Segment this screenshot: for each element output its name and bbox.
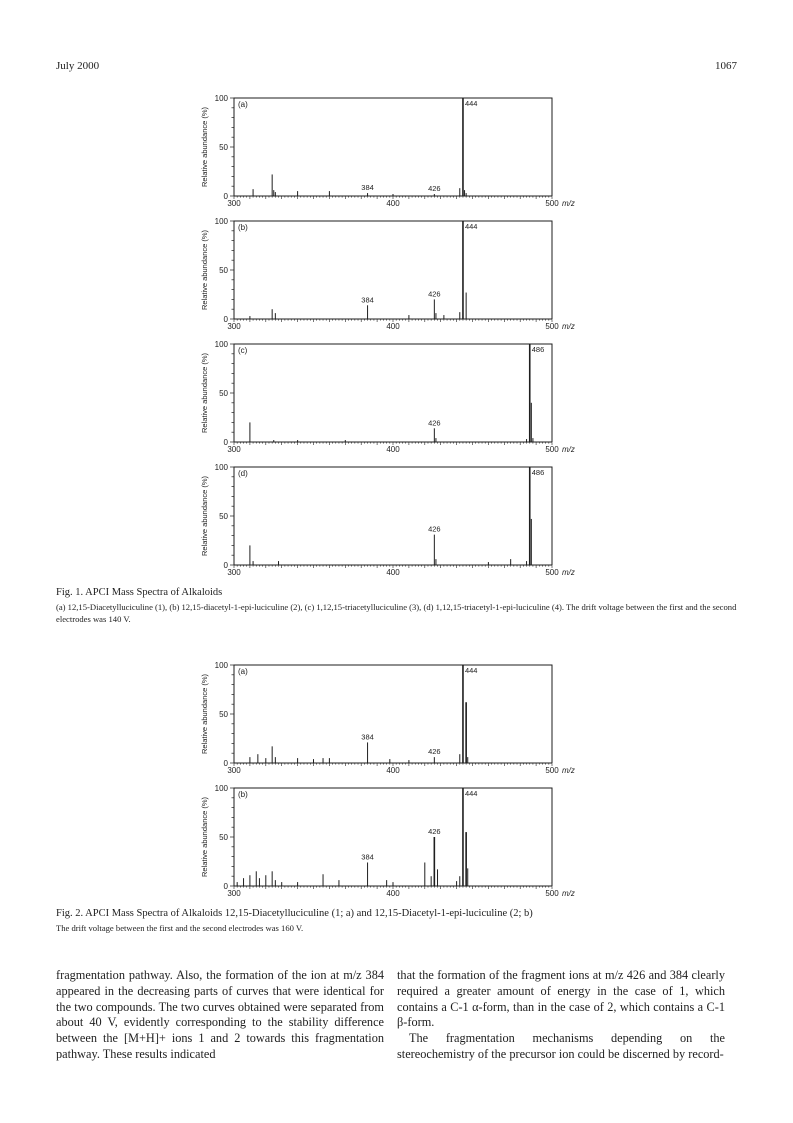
peak-label: 384 <box>361 183 374 193</box>
peak-label: 426 <box>428 827 441 836</box>
x-tick-label: 500 <box>545 322 559 331</box>
peak-label: 486 <box>531 468 545 477</box>
peak-label: 444 <box>464 222 478 231</box>
body-text-right-column <box>397 968 725 1063</box>
x-tick-label: 300 <box>227 766 241 775</box>
peak-label: 384 <box>361 852 374 862</box>
figure1-caption <box>56 586 738 625</box>
x-tick-label: 400 <box>386 199 400 208</box>
x-axis-label: m/z <box>562 445 575 454</box>
x-axis-label: m/z <box>562 322 575 331</box>
peak-label: 426 <box>428 184 441 194</box>
x-tick-label: 500 <box>545 568 559 577</box>
plot-frame <box>234 467 552 565</box>
figure1-caption-body: (a) 12,15-Diacetylluciculine (1), (b) 12,15-diacetyl-1-epi-luciculine (2), (c) 1,12,15-triacetylluciculine (3), (d) 1,12,15-triacetyl-1-epi-luciculine (4). The drift voltage between the first and the second electrodes was 140 V. <box>56 602 737 624</box>
panel-label: (d) <box>238 469 248 478</box>
x-tick-label: 400 <box>386 889 400 898</box>
y-tick-label: 50 <box>219 143 228 152</box>
y-tick-label: 100 <box>214 217 228 226</box>
fig2-panel-a <box>196 657 596 777</box>
panel-label: (b) <box>238 223 248 232</box>
figure2-caption <box>56 907 738 935</box>
x-tick-label: 300 <box>227 445 241 454</box>
x-axis-label: m/z <box>562 766 575 775</box>
y-tick-label: 100 <box>214 94 228 103</box>
y-tick-label: 100 <box>214 784 228 793</box>
y-axis-label: Relative abundance (%) <box>200 673 209 755</box>
y-tick-label: 100 <box>214 340 228 349</box>
peak-label: 444 <box>464 99 478 108</box>
x-tick-label: 300 <box>227 889 241 898</box>
y-tick-label: 50 <box>219 833 228 842</box>
peak-label: 426 <box>428 418 441 428</box>
x-tick-label: 300 <box>227 322 241 331</box>
x-tick-label: 500 <box>545 889 559 898</box>
x-tick-label: 400 <box>386 322 400 331</box>
x-tick-label: 300 <box>227 199 241 208</box>
fig1-panel-a <box>196 90 596 210</box>
y-axis-label: Relative abundance (%) <box>200 475 209 557</box>
body-paragraph: that the formation of the fragment ions at m/z 426 and 384 clearly required a greater amount of energy in the case of 1, which contains a C-1 α-form, than in the case of 2, which contains a C-1 β-form. <box>397 968 725 1030</box>
fig2-panel-b <box>196 780 596 900</box>
peak-label: 426 <box>428 747 441 757</box>
x-tick-label: 500 <box>545 199 559 208</box>
x-tick-label: 500 <box>545 766 559 775</box>
x-tick-label: 300 <box>227 568 241 577</box>
fig1-panel-d <box>196 459 596 579</box>
plot-frame <box>234 665 552 763</box>
y-tick-label: 0 <box>223 561 228 570</box>
y-tick-label: 0 <box>223 759 228 768</box>
plot-frame <box>234 344 552 442</box>
body-paragraph: The fragmentation mechanisms depending on the stereochemistry of the precursor ion could be discerned by record- <box>397 1031 725 1061</box>
y-tick-label: 0 <box>223 882 228 891</box>
y-tick-label: 100 <box>214 661 228 670</box>
fig1-panel-c <box>196 336 596 456</box>
page-number: 1067 <box>715 60 737 72</box>
x-tick-label: 400 <box>386 766 400 775</box>
y-axis-label: Relative abundance (%) <box>200 229 209 311</box>
mass-spectrum-svg <box>196 657 596 777</box>
panel-label: (a) <box>238 667 248 676</box>
peak-label: 384 <box>361 732 374 742</box>
mass-spectrum-svg <box>196 90 596 210</box>
y-axis-label: Relative abundance (%) <box>200 352 209 434</box>
mass-spectrum-svg <box>196 213 596 333</box>
y-tick-label: 50 <box>219 710 228 719</box>
y-tick-label: 0 <box>223 192 228 201</box>
x-axis-label: m/z <box>562 199 575 208</box>
peak-label: 444 <box>464 789 478 798</box>
peak-label: 486 <box>531 345 545 354</box>
body-text-left-column <box>56 968 384 1063</box>
y-tick-label: 0 <box>223 438 228 447</box>
body-paragraph: fragmentation pathway. Also, the formation of the ion at m/z 384 appeared in the decreasing parts of curves that were identical for the two compounds. The two curves obtained were separated from about 40 V, evidently corresponding to the stability difference between the [M+H]+ ions 1 and 2 towards this fragmentation pathway. These results indicated <box>56 968 384 1061</box>
plot-frame <box>234 98 552 196</box>
x-tick-label: 400 <box>386 568 400 577</box>
panel-label: (c) <box>238 346 248 355</box>
y-tick-label: 100 <box>214 463 228 472</box>
x-axis-label: m/z <box>562 889 575 898</box>
running-header-date: July 2000 <box>56 60 100 72</box>
x-tick-label: 500 <box>545 445 559 454</box>
fig1-panel-b <box>196 213 596 333</box>
peak-label: 444 <box>464 666 478 675</box>
peak-label: 426 <box>428 524 441 534</box>
peak-label: 426 <box>428 289 441 299</box>
figure1-caption-title: Fig. 1. APCI Mass Spectra of Alkaloids <box>56 587 223 598</box>
mass-spectrum-svg <box>196 459 596 579</box>
figure2-caption-body: The drift voltage between the first and the second electrodes was 160 V. <box>56 923 304 933</box>
figure2-caption-title: Fig. 2. APCI Mass Spectra of Alkaloids 12,15-Diacetylluciculine (1; a) and 12,15-Diacetyl-1-epi-luciculine (2; b) <box>56 908 533 919</box>
y-tick-label: 0 <box>223 315 228 324</box>
panel-label: (b) <box>238 790 248 799</box>
peak-label: 384 <box>361 295 374 305</box>
y-tick-label: 50 <box>219 512 228 521</box>
y-tick-label: 50 <box>219 389 228 398</box>
mass-spectrum-svg <box>196 780 596 900</box>
panel-label: (a) <box>238 100 248 109</box>
x-tick-label: 400 <box>386 445 400 454</box>
mass-spectrum-svg <box>196 336 596 456</box>
y-axis-label: Relative abundance (%) <box>200 796 209 878</box>
y-tick-label: 50 <box>219 266 228 275</box>
plot-frame <box>234 221 552 319</box>
x-axis-label: m/z <box>562 568 575 577</box>
plot-frame <box>234 788 552 886</box>
y-axis-label: Relative abundance (%) <box>200 106 209 188</box>
